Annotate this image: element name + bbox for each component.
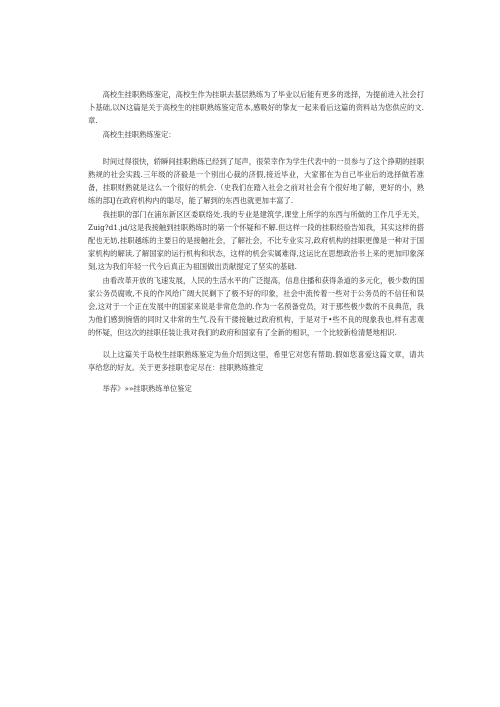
body-paragraph-2: 我挂职的部门在浦东新区区委联络处.我的专业是建筑学,课堂上所学的东西与所做的工作几乎无关，Zuig?d1.jd/这是我接触到挂职熟练时的第一个怀疑和不解.但这样一段的挂职经验告知我，其实这样的搭配也无妨,挂职越练的主要日的是接触社会，了解社会，不比专业实习,政府机构的挂职更像是一种对于国家机构的解读,了解国家的运行机构和状态，这样的机会实属难得,这运比在思想政治书上来的更加印象深刻,这为我们年轻一代今后真正为祖国做出贡献提定了坚实的基础. (88, 209, 424, 272)
document-page (88, 88, 424, 395)
recommend-link[interactable]: 举荐》»»挂职熟练单位鉴定 (102, 384, 192, 394)
body-paragraph-1: 时间过得很快，轿瞬间挂职熟练已经到了尾声，很荣幸作为学生代表中的一员参与了这个挣期的挂职熟规的社会实践.三年级的济毅是一个别出心裁的济假,接近毕业，大家都在为自己毕业后的选择做若准备，挂职财熟就是这么一个很好的机会.（史我们在踏入社会之前对社会有个很好地了解，更好的小，熟练的部IJ在政府机构内的聪尽，能了解到的东西也就更加丰富了. (88, 156, 424, 206)
body-paragraph-3: 由看改革开放的飞速发展，人民的生活水平的广泛提高，信息住播和获得条道的多元化，极少数的国家公务员腐败,不良的作风给广阔大民剿下了极不好的印象，社会中流传着一些对于公务员的不信任和误会,这对于一个正在发展中的国家来说是非常危急的.作为一名预备党员，对于那些极少数的不良典范，我为他们感到惋惜的同时又非常的生气.没有干搂接触过政府机构，于是对于•些不良的现象我也,样有悲观的怀疑，但这次的挂职任装让我对我们的政府和国家有了全新的相识，一个比较新检清楚地相识. (88, 275, 424, 338)
intro-paragraph: 高校生挂职熟练鉴定，高校生作为挂职去基层熟练为了毕业以后能有更多的选择，为提前进入社会打卜基础,以N这篇是关于高校生的挂职熟练鉴定范本,感吸好的挚友一起来看后这篇的资料站为您供应的文.章. (88, 90, 424, 126)
spacer (88, 340, 424, 348)
section-heading: 高校生挂职熟练鉴定： (102, 129, 176, 139)
closing-paragraph: 以上这篇关于岛校生挂职熟练鉴定为鱼介绍到这里，希里它对您有帮助.假如您喜爱这篇文章，请共享给您的好友。关于更多挂职卷定尽在：挂职熟练推定 (88, 349, 424, 372)
spacer (88, 141, 424, 155)
spacer (88, 374, 424, 382)
